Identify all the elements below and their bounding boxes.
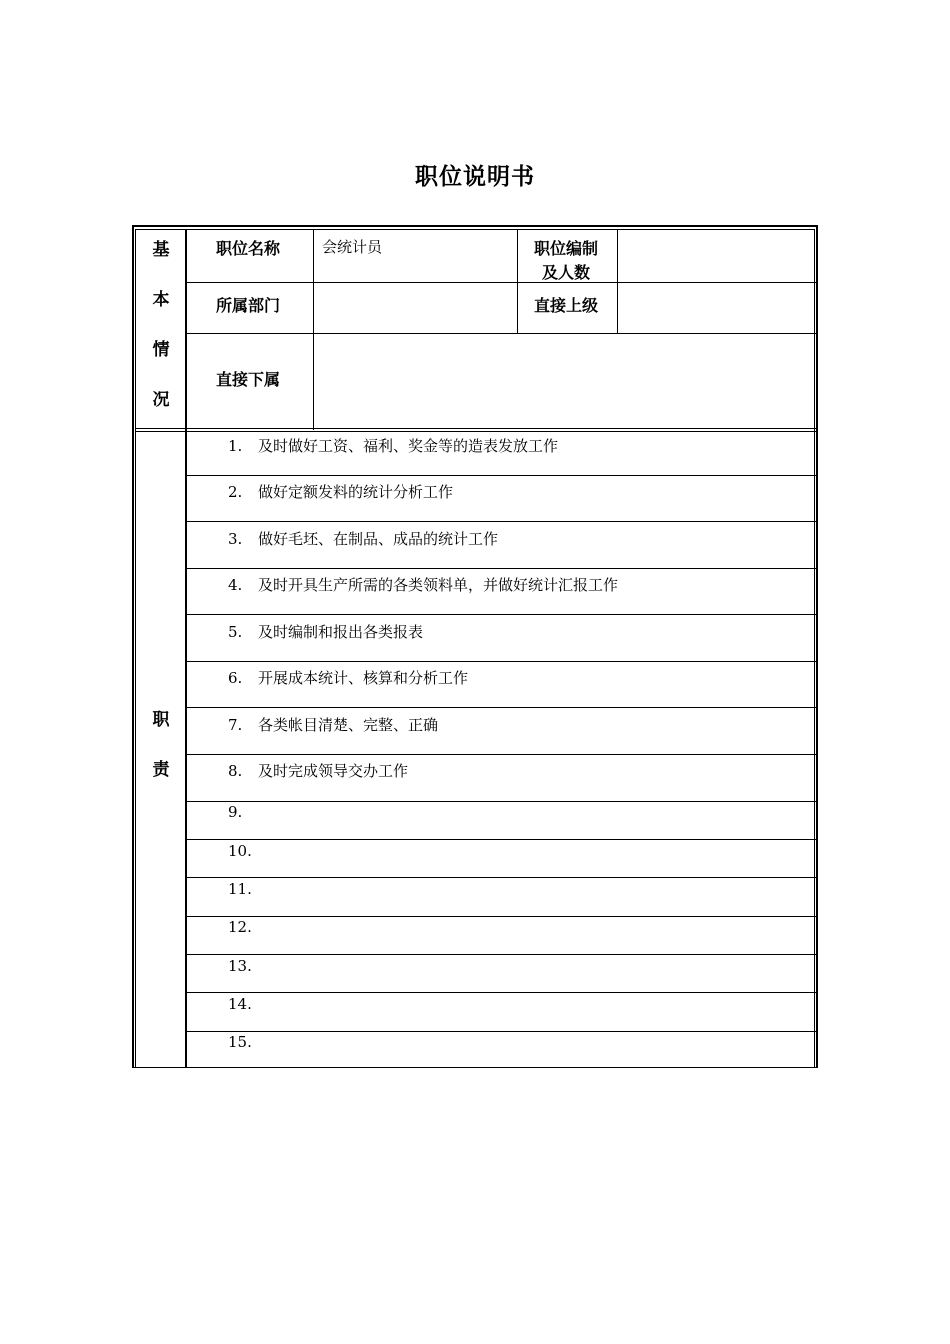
- duty-item-1: [228, 435, 558, 456]
- duty-row-divider: [187, 614, 816, 615]
- duty-row-divider: [187, 992, 816, 993]
- side-column-divider: [185, 229, 187, 1068]
- position-name-label: 职位名称: [216, 239, 281, 258]
- duty-row-divider: [187, 839, 816, 840]
- duty-number: 5.: [228, 623, 243, 641]
- duty-text: 开展成本统计、核算和分析工作: [258, 669, 469, 687]
- duty-number: 6.: [228, 669, 243, 687]
- duty-item-10: [228, 842, 258, 860]
- duty-text: 及时编制和报出各类报表: [258, 623, 424, 641]
- job-description-table: [132, 225, 818, 1068]
- basic-info-label-char-1: 基: [152, 240, 170, 260]
- duty-text: 各类帐目清楚、完整、正确: [258, 716, 439, 734]
- duty-text: 及时完成领导交办工作: [258, 762, 409, 780]
- duty-number: 14.: [228, 995, 252, 1013]
- label-value-divider: [313, 229, 314, 430]
- duty-number: 9.: [228, 803, 243, 821]
- duties-label-char-1: 职: [152, 710, 170, 730]
- basic-info-label-char-3: 情: [152, 340, 170, 360]
- duty-number: 2.: [228, 483, 243, 501]
- duty-item-5: [228, 621, 423, 642]
- duty-row-divider: [187, 954, 816, 955]
- duty-item-11: [228, 880, 258, 898]
- duty-item-2: [228, 481, 453, 502]
- duty-number: 1.: [228, 437, 243, 455]
- duty-row-divider: [187, 916, 816, 917]
- position-name-value: 会统计员: [322, 238, 383, 256]
- duty-number: 12.: [228, 918, 252, 936]
- duty-item-3: [228, 528, 498, 549]
- duty-number: 13.: [228, 957, 252, 975]
- row-divider-2: [187, 333, 816, 334]
- duty-item-15: [228, 1033, 258, 1051]
- department-label: 所属部门: [216, 296, 281, 315]
- duty-number: 11.: [228, 880, 252, 898]
- duty-text: 做好定额发料的统计分析工作: [258, 483, 454, 501]
- duty-row-divider: [187, 754, 816, 755]
- duty-row-divider: [187, 877, 816, 878]
- duty-item-7: [228, 714, 438, 735]
- section-divider-top: [135, 428, 816, 429]
- basic-info-label-char-2: 本: [152, 290, 170, 310]
- duty-row-divider: [187, 707, 816, 708]
- section-divider-bottom: [135, 431, 816, 432]
- duty-row-divider: [187, 661, 816, 662]
- headcount-label-line2: 及人数: [542, 263, 591, 282]
- duty-item-4: [228, 574, 618, 595]
- duties-label-char-2: 责: [152, 760, 170, 780]
- duty-item-9: [228, 803, 258, 821]
- supervisor-label: 直接上级: [534, 296, 599, 315]
- basic-info-label-char-4: 况: [152, 390, 170, 410]
- headcount-label-line1: 职位编制: [534, 239, 599, 258]
- duty-number: 7.: [228, 716, 243, 734]
- duty-number: 4.: [228, 576, 243, 594]
- duty-row-divider: [187, 521, 816, 522]
- duty-row-divider: [187, 475, 816, 476]
- duty-number: 3.: [228, 530, 243, 548]
- duty-row-divider: [187, 801, 816, 802]
- row-divider-1: [187, 282, 816, 283]
- duty-row-divider: [187, 1031, 816, 1032]
- duty-text: 及时开具生产所需的各类领料单，并做好统计汇报工作: [258, 576, 619, 594]
- duty-text: 及时做好工资、福利、奖金等的造表发放工作: [258, 437, 559, 455]
- duty-text: 做好毛坯、在制品、成品的统计工作: [258, 530, 499, 548]
- page-title: 职位说明书: [415, 164, 535, 190]
- duty-item-6: [228, 667, 468, 688]
- duty-item-8: [228, 760, 408, 781]
- duty-item-14: [228, 995, 258, 1013]
- duty-row-divider: [187, 568, 816, 569]
- duty-item-12: [228, 918, 258, 936]
- duty-number: 10.: [228, 842, 252, 860]
- duty-item-13: [228, 957, 258, 975]
- subordinate-label: 直接下属: [216, 370, 281, 389]
- duty-number: 15.: [228, 1033, 252, 1051]
- duty-number: 8.: [228, 762, 243, 780]
